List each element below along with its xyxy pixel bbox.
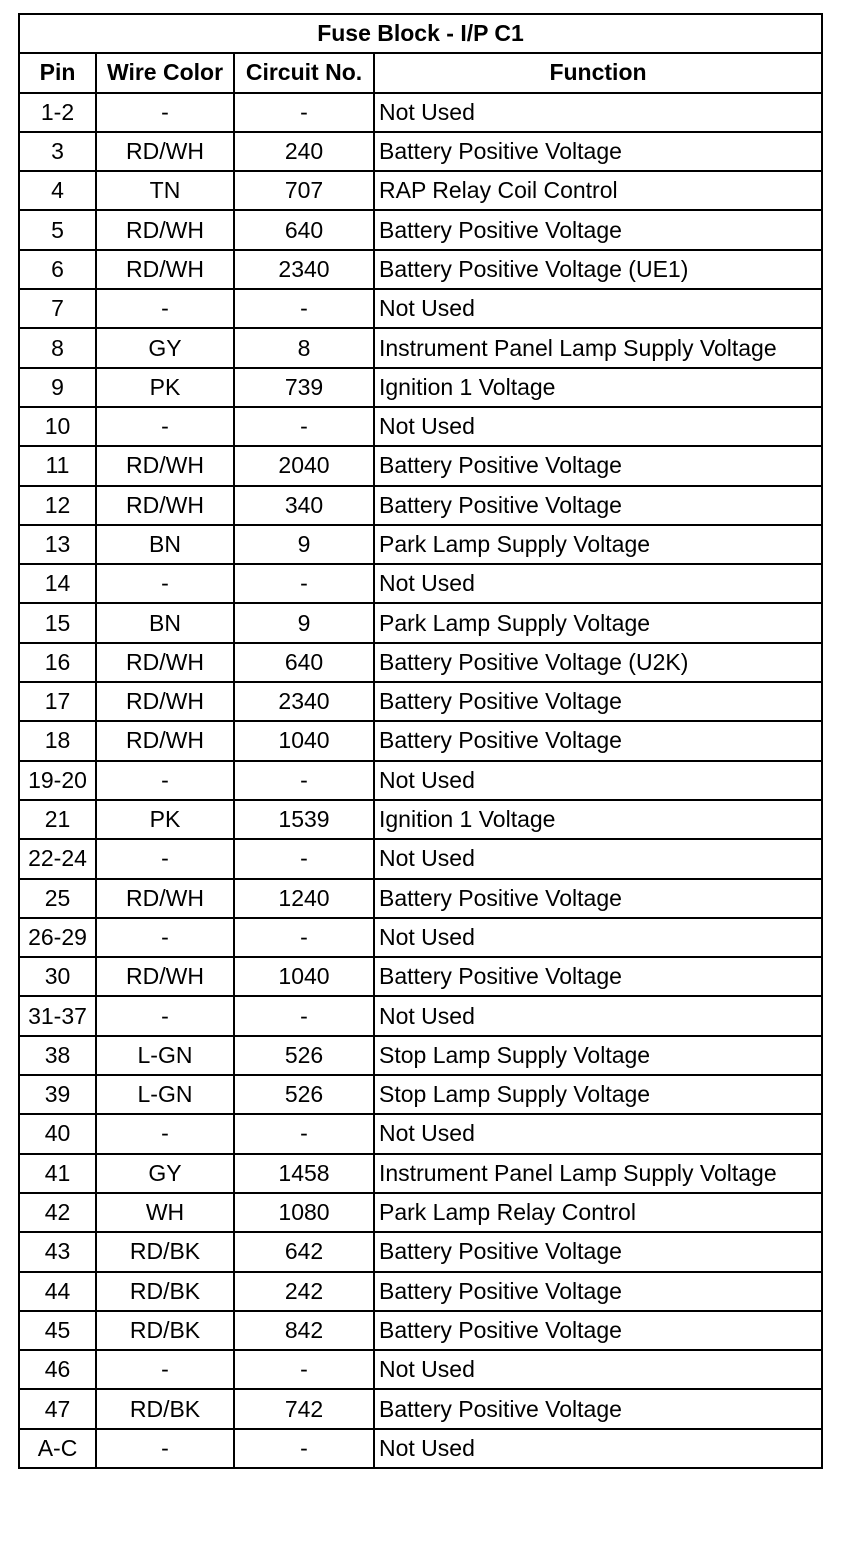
pin-cell: 47 — [19, 1389, 96, 1428]
header-wire-color: Wire Color — [96, 53, 234, 92]
pin-cell: 3 — [19, 132, 96, 171]
pin-cell: 21 — [19, 800, 96, 839]
circuit-no-cell: - — [234, 839, 374, 878]
wire-color-cell: - — [96, 839, 234, 878]
wire-color-cell: RD/WH — [96, 957, 234, 996]
table-row — [19, 446, 822, 485]
wire-color-cell: - — [96, 564, 234, 603]
wire-color-cell: RD/WH — [96, 210, 234, 249]
pin-cell: 45 — [19, 1311, 96, 1350]
circuit-no-cell: 739 — [234, 368, 374, 407]
wire-color-cell: RD/WH — [96, 879, 234, 918]
table-row — [19, 1154, 822, 1193]
pin-cell: 9 — [19, 368, 96, 407]
pin-cell: 13 — [19, 525, 96, 564]
table-row — [19, 839, 822, 878]
pin-cell: 18 — [19, 721, 96, 760]
table-row — [19, 289, 822, 328]
table-row — [19, 643, 822, 682]
table-row — [19, 525, 822, 564]
pin-cell: 14 — [19, 564, 96, 603]
header-function: Function — [374, 53, 822, 92]
pin-cell: 31-37 — [19, 996, 96, 1035]
function-cell: Not Used — [374, 289, 822, 328]
circuit-no-cell: - — [234, 918, 374, 957]
circuit-no-cell: 2340 — [234, 682, 374, 721]
circuit-no-cell: 240 — [234, 132, 374, 171]
circuit-no-cell: - — [234, 996, 374, 1035]
pin-cell: 30 — [19, 957, 96, 996]
wire-color-cell: - — [96, 1350, 234, 1389]
pin-cell: A-C — [19, 1429, 96, 1468]
circuit-no-cell: 842 — [234, 1311, 374, 1350]
function-cell: Battery Positive Voltage — [374, 210, 822, 249]
wire-color-cell: PK — [96, 368, 234, 407]
function-cell: Battery Positive Voltage (UE1) — [374, 250, 822, 289]
table-row — [19, 800, 822, 839]
header-circuit-no: Circuit No. — [234, 53, 374, 92]
circuit-no-cell: - — [234, 1114, 374, 1153]
wire-color-cell: RD/WH — [96, 682, 234, 721]
function-cell: Ignition 1 Voltage — [374, 800, 822, 839]
pin-cell: 10 — [19, 407, 96, 446]
function-cell: Not Used — [374, 1350, 822, 1389]
table-row — [19, 879, 822, 918]
pin-cell: 7 — [19, 289, 96, 328]
wire-color-cell: GY — [96, 328, 234, 367]
circuit-no-cell: 8 — [234, 328, 374, 367]
circuit-no-cell: - — [234, 407, 374, 446]
circuit-no-cell: - — [234, 1350, 374, 1389]
function-cell: Instrument Panel Lamp Supply Voltage — [374, 1154, 822, 1193]
wire-color-cell: RD/WH — [96, 132, 234, 171]
function-cell: Battery Positive Voltage — [374, 1232, 822, 1271]
table-row — [19, 132, 822, 171]
circuit-no-cell: 1539 — [234, 800, 374, 839]
pin-cell: 12 — [19, 486, 96, 525]
function-cell: Battery Positive Voltage — [374, 132, 822, 171]
pin-cell: 44 — [19, 1272, 96, 1311]
wire-color-cell: - — [96, 918, 234, 957]
table-row — [19, 564, 822, 603]
function-cell: Stop Lamp Supply Voltage — [374, 1075, 822, 1114]
function-cell: Battery Positive Voltage — [374, 721, 822, 760]
wire-color-cell: - — [96, 407, 234, 446]
table-title: Fuse Block - I/P C1 — [19, 14, 822, 53]
pin-cell: 15 — [19, 603, 96, 642]
circuit-no-cell: 340 — [234, 486, 374, 525]
table-row — [19, 918, 822, 957]
table-body — [19, 93, 822, 1468]
pin-cell: 6 — [19, 250, 96, 289]
function-cell: Battery Positive Voltage — [374, 879, 822, 918]
function-cell: RAP Relay Coil Control — [374, 171, 822, 210]
table-row — [19, 957, 822, 996]
circuit-no-cell: 1458 — [234, 1154, 374, 1193]
circuit-no-cell: 526 — [234, 1036, 374, 1075]
pin-cell: 17 — [19, 682, 96, 721]
function-cell: Park Lamp Relay Control — [374, 1193, 822, 1232]
circuit-no-cell: - — [234, 93, 374, 132]
pin-cell: 1-2 — [19, 93, 96, 132]
pin-cell: 40 — [19, 1114, 96, 1153]
circuit-no-cell: 2040 — [234, 446, 374, 485]
wire-color-cell: RD/BK — [96, 1232, 234, 1271]
wire-color-cell: RD/BK — [96, 1311, 234, 1350]
function-cell: Battery Positive Voltage — [374, 1311, 822, 1350]
wire-color-cell: RD/WH — [96, 643, 234, 682]
wire-color-cell: TN — [96, 171, 234, 210]
circuit-no-cell: 640 — [234, 210, 374, 249]
function-cell: Battery Positive Voltage — [374, 1389, 822, 1428]
pin-cell: 38 — [19, 1036, 96, 1075]
function-cell: Stop Lamp Supply Voltage — [374, 1036, 822, 1075]
circuit-no-cell: 640 — [234, 643, 374, 682]
wire-color-cell: - — [96, 289, 234, 328]
table-row — [19, 1389, 822, 1428]
table-row — [19, 486, 822, 525]
table-header-row — [19, 53, 822, 92]
function-cell: Not Used — [374, 839, 822, 878]
pin-cell: 8 — [19, 328, 96, 367]
table-row — [19, 1193, 822, 1232]
pin-cell: 41 — [19, 1154, 96, 1193]
table-row — [19, 721, 822, 760]
table-row — [19, 996, 822, 1035]
pin-cell: 26-29 — [19, 918, 96, 957]
wire-color-cell: GY — [96, 1154, 234, 1193]
circuit-no-cell: - — [234, 289, 374, 328]
wire-color-cell: BN — [96, 525, 234, 564]
function-cell: Instrument Panel Lamp Supply Voltage — [374, 328, 822, 367]
wire-color-cell: - — [96, 1429, 234, 1468]
function-cell: Not Used — [374, 996, 822, 1035]
function-cell: Not Used — [374, 407, 822, 446]
circuit-no-cell: 9 — [234, 603, 374, 642]
circuit-no-cell: 742 — [234, 1389, 374, 1428]
table-row — [19, 1350, 822, 1389]
circuit-no-cell: - — [234, 1429, 374, 1468]
circuit-no-cell: 707 — [234, 171, 374, 210]
fuse-block-table — [18, 13, 823, 1469]
table-title-row — [19, 14, 822, 53]
pin-cell: 4 — [19, 171, 96, 210]
function-cell: Not Used — [374, 93, 822, 132]
function-cell: Park Lamp Supply Voltage — [374, 603, 822, 642]
pin-cell: 46 — [19, 1350, 96, 1389]
wire-color-cell: - — [96, 996, 234, 1035]
wire-color-cell: RD/WH — [96, 721, 234, 760]
wire-color-cell: PK — [96, 800, 234, 839]
table-row — [19, 1272, 822, 1311]
table-row — [19, 93, 822, 132]
table-row — [19, 1232, 822, 1271]
pin-cell: 42 — [19, 1193, 96, 1232]
circuit-no-cell: 242 — [234, 1272, 374, 1311]
table-row — [19, 328, 822, 367]
circuit-no-cell: - — [234, 761, 374, 800]
circuit-no-cell: - — [234, 564, 374, 603]
wire-color-cell: RD/WH — [96, 486, 234, 525]
function-cell: Battery Positive Voltage — [374, 1272, 822, 1311]
circuit-no-cell: 526 — [234, 1075, 374, 1114]
circuit-no-cell: 1040 — [234, 721, 374, 760]
wire-color-cell: RD/WH — [96, 446, 234, 485]
table-row — [19, 368, 822, 407]
table-row — [19, 682, 822, 721]
wire-color-cell: L-GN — [96, 1036, 234, 1075]
table-row — [19, 210, 822, 249]
circuit-no-cell: 642 — [234, 1232, 374, 1271]
table-row — [19, 407, 822, 446]
header-pin: Pin — [19, 53, 96, 92]
table-row — [19, 1075, 822, 1114]
pin-cell: 5 — [19, 210, 96, 249]
circuit-no-cell: 1040 — [234, 957, 374, 996]
wire-color-cell: BN — [96, 603, 234, 642]
pin-cell: 11 — [19, 446, 96, 485]
pin-cell: 16 — [19, 643, 96, 682]
table-row — [19, 761, 822, 800]
wire-color-cell: - — [96, 761, 234, 800]
pin-cell: 22-24 — [19, 839, 96, 878]
table-row — [19, 250, 822, 289]
circuit-no-cell: 9 — [234, 525, 374, 564]
circuit-no-cell: 2340 — [234, 250, 374, 289]
wire-color-cell: - — [96, 1114, 234, 1153]
circuit-no-cell: 1080 — [234, 1193, 374, 1232]
function-cell: Not Used — [374, 1429, 822, 1468]
function-cell: Battery Positive Voltage — [374, 957, 822, 996]
wire-color-cell: - — [96, 93, 234, 132]
table-row — [19, 1311, 822, 1350]
table-row — [19, 1036, 822, 1075]
function-cell: Battery Positive Voltage — [374, 486, 822, 525]
circuit-no-cell: 1240 — [234, 879, 374, 918]
pin-cell: 25 — [19, 879, 96, 918]
wire-color-cell: RD/WH — [96, 250, 234, 289]
pin-cell: 39 — [19, 1075, 96, 1114]
function-cell: Ignition 1 Voltage — [374, 368, 822, 407]
table-row — [19, 1429, 822, 1468]
table-row — [19, 171, 822, 210]
wire-color-cell: RD/BK — [96, 1389, 234, 1428]
wire-color-cell: WH — [96, 1193, 234, 1232]
function-cell: Not Used — [374, 761, 822, 800]
function-cell: Battery Positive Voltage (U2K) — [374, 643, 822, 682]
wire-color-cell: RD/BK — [96, 1272, 234, 1311]
function-cell: Not Used — [374, 1114, 822, 1153]
function-cell: Battery Positive Voltage — [374, 446, 822, 485]
table-row — [19, 1114, 822, 1153]
function-cell: Not Used — [374, 918, 822, 957]
function-cell: Battery Positive Voltage — [374, 682, 822, 721]
function-cell: Park Lamp Supply Voltage — [374, 525, 822, 564]
wire-color-cell: L-GN — [96, 1075, 234, 1114]
pin-cell: 19-20 — [19, 761, 96, 800]
function-cell: Not Used — [374, 564, 822, 603]
pin-cell: 43 — [19, 1232, 96, 1271]
table-row — [19, 603, 822, 642]
